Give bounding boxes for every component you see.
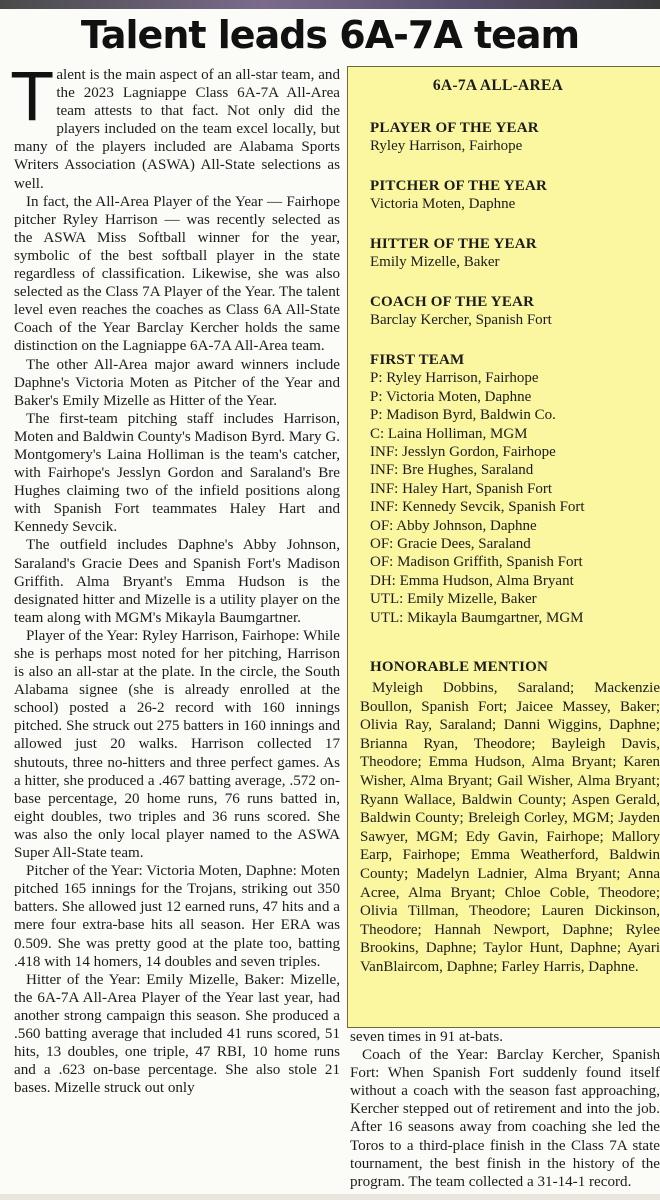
article-paragraph-5: The outfield includes Daphne's Abby Johnson, Saraland's Gracie Dees and Spanish Fort's Madison Griffith. Alma Bryant's Emma Hudson is the designated hitter and Mizelle is a utility player on the team along with MGM's Mikayla Baumgartner. — [14, 537, 340, 626]
first-team-entry: P: Ryley Harrison, Fairhope — [370, 370, 539, 387]
first-team-section — [370, 351, 660, 627]
article-body — [12, 59, 340, 1097]
award-heading: COACH OF THE YEAR — [370, 294, 535, 310]
honorable-mention-list: Myleigh Dobbins, Saraland; Mackenzie Boullon, Spanish Fort; Jaicee Massey, Baker; Olivia Ray, Saraland; Danni Wiggins, Daphne; Brianna Ryan, Theodore; Bayleigh Davis, Theodore; Emma Hudson, Alma Bryant; Karen Wisher, Alma Bryant; Gail Wisher, Alma Bryant; Ryann Wallace, Baldwin County; Aspen Gerald, Baldwin County; Breleigh Corley, MGM; Jayden Sawyer, MGM; Edy Gavin, Fairhope; Mallory Earp, Fairhope; Emma Weatherford, Baldwin County; Madelyn Ladnier, Alma Bryant; Anna Acree, Alma Bryant; Chloe Coble, Theodore; Olivia Tillman, Theodore; Lauren Dickinson, Theodore; Hannah Newport, Daphne; Rylee Brookins, Daphne; Taylor Hunt, Daphne; Ayari VanBlaircom, Daphne; Farley Harris, Daphne. — [360, 680, 660, 975]
award-winner: Ryley Harrison, Fairhope — [370, 138, 523, 155]
first-team-entry: INF: Haley Hart, Spanish Fort — [370, 480, 553, 497]
all-area-sidebar — [347, 66, 660, 1028]
award-coach-of-year — [370, 293, 660, 330]
first-team-entry: UTL: Emily Mizelle, Baker — [370, 591, 537, 608]
first-team-entry: UTL: Mikayla Baumgartner, MGM — [370, 609, 584, 626]
first-team-entry: P: Victoria Moten, Daphne — [370, 388, 532, 405]
first-team-entry: OF: Madison Griffith, Spanish Fort — [370, 554, 583, 571]
article-paragraph-8: Hitter of the Year: Emily Mizelle, Baker: Mizelle, the 6A-7A All-Area Player of the Year last year, had another strong campaign this season. She produced a .560 batting average that included 41 runs scored, 51 hits, 13 doubles, one triple, 47 RBI, 10 home runs and a .623 on-base percentage. She also stole 21 bases. Mizelle struck out only — [14, 971, 340, 1097]
award-heading: PLAYER OF THE YEAR — [370, 120, 539, 136]
article-paragraph-1: Talent is the main aspect of an all-star team, and the 2023 Lagniappe Class 6A-7A All-Area team attests to that fact. Not only did the players included on the team excel locally, but many of the players included are Alabama Sports Writers Association (ASWA) All-State selections as well. — [12, 59, 340, 192]
article-paragraph-3: The other All-Area major award winners include Daphne's Victoria Moten as Pitcher of the Year and Baker's Emily Mizelle as Hitter of the Year. — [14, 356, 340, 409]
headline: Talent leads 6A-7A team — [80, 13, 580, 57]
first-team-entry: P: Madison Byrd, Baldwin Co. — [370, 407, 556, 424]
coach-of-year-paragraph: Coach of the Year: Barclay Kercher, Spanish Fort: When Spanish Fort suddenly found itself without a coach with the season fast approaching, Kercher stepped out of retirement and into the job. After 16 seasons away from coaching she led the Toros to a third-place finish in the Class 7A state tournament, the best finish in the history of the program. The team collected a 31-14-1 record. — [350, 1047, 660, 1190]
first-team-heading: FIRST TEAM — [370, 352, 465, 368]
article-paragraph-7: Pitcher of the Year: Victoria Moten, Daphne: Moten pitched 165 innings for the Trojans, striking out 350 batters. She allowed just 12 earned runs, 47 hits and a mere four extra-base hits all season. Her ERA was 0.509. She was pretty good at the plate too, batting .418 with 14 homers, 14 doubles and seven triples. — [14, 863, 340, 970]
top-photo-strip — [0, 0, 660, 9]
drop-cap: T — [12, 59, 53, 136]
award-heading: PITCHER OF THE YEAR — [370, 178, 548, 194]
first-team-entry: C: Laina Holliman, MGM — [370, 425, 528, 442]
award-pitcher-of-year — [370, 177, 660, 214]
award-heading: HITTER OF THE YEAR — [370, 236, 537, 252]
article-paragraph-2: In fact, the All-Area Player of the Year — Fairhope pitcher Ryley Harrison — was recently selected as the ASWA Miss Softball winner for the year, symbolic of the best softball player in the state regardless of classification. Likewise, she was also selected as the Class 7A Player of the Year. The talent level even reaches the coaches as Class 6A All-State Coach of the Year Barclay Kercher holds the same distinction on the Lagniappe 6A-7A All-Area team. — [14, 193, 340, 355]
award-hitter-of-year — [370, 235, 660, 272]
page-bottom-edge — [0, 1194, 660, 1200]
sidebar-title: 6A-7A ALL-AREA — [432, 77, 564, 94]
article-continuation — [350, 1028, 660, 1191]
first-team-entry: DH: Emma Hudson, Alma Bryant — [370, 572, 574, 589]
article-paragraph-6: Player of the Year: Ryley Harrison, Fairhope: While she is perhaps most noted for her pitching, Harrison is also an all-star at the plate. In the circle, the South Alabama signee (she is already enrolled at the school) posted a 26-2 record with 160 innings pitched. She struck out 275 batters in 160 innings and allowed just 20 walks. Harrison collected 17 shutouts, three no-hitters and three perfect games. As a hitter, she produced a .467 batting average, .572 on-base percentage, 20 home runs, 76 runs batted in, eight doubles, two triples and 36 runs scored. She was also the only local player named to the ASWA Super All-State team. — [14, 627, 340, 862]
continuation-line: seven times in 91 at-bats. — [350, 1029, 504, 1045]
award-winner: Emily Mizelle, Baker — [370, 254, 500, 271]
award-player-of-year — [370, 119, 660, 156]
first-team-entry: INF: Jesslyn Gordon, Fairhope — [370, 444, 556, 461]
first-team-entry: OF: Gracie Dees, Saraland — [370, 536, 531, 553]
first-team-entry: OF: Abby Johnson, Daphne — [370, 517, 537, 534]
honorable-mention-heading: HONORABLE MENTION — [370, 659, 549, 675]
first-team-entry: INF: Bre Hughes, Saraland — [370, 462, 534, 479]
first-team-list — [370, 369, 660, 627]
award-winner: Barclay Kercher, Spanish Fort — [370, 312, 552, 329]
article-paragraph-4: The first-team pitching staff includes Harrison, Moten and Baldwin County's Madison Byrd. Mary G. Montgomery's Laina Holliman is the team's catcher, with Fairhope's Jesslyn Gordon and Saraland's Bre Hughes claiming two of the infield positions along with Spanish Fort teammates Haley Hart and Kennedy Sevcik. — [14, 410, 340, 536]
first-team-entry: INF: Kennedy Sevcik, Spanish Fort — [370, 499, 585, 516]
award-winner: Victoria Moten, Daphne — [370, 196, 516, 213]
